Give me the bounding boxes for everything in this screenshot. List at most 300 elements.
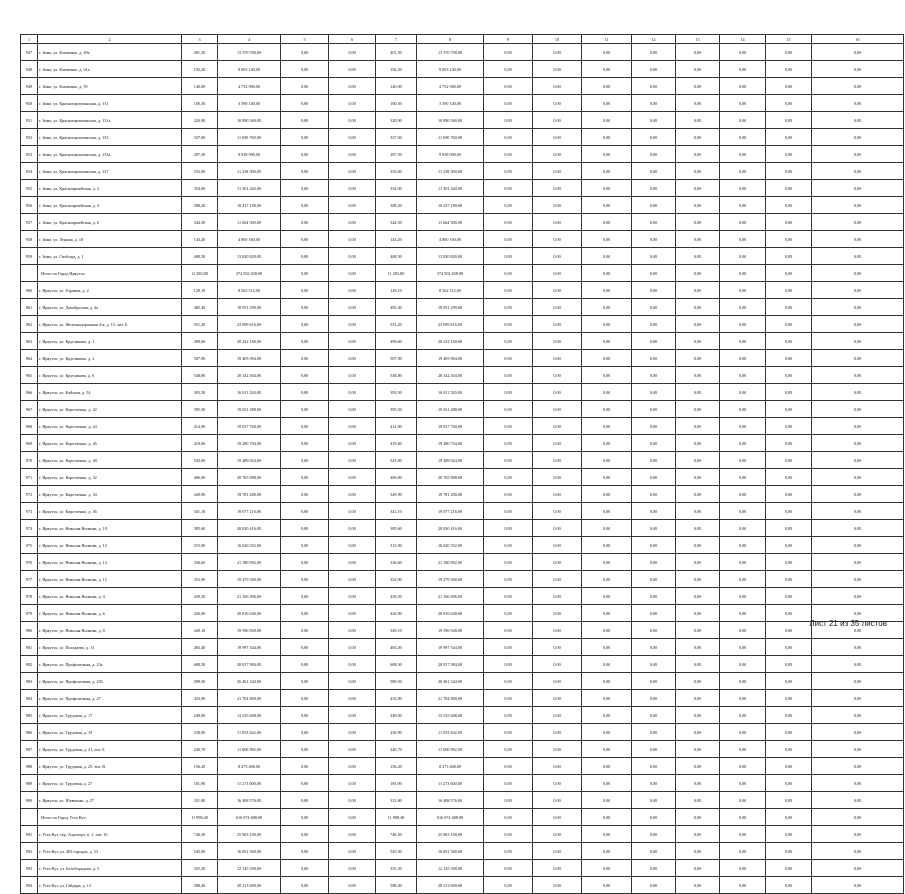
value-cell: 0,00 bbox=[281, 452, 329, 469]
value-cell: 0,00 bbox=[812, 61, 904, 78]
value-cell: 0,00 bbox=[582, 758, 632, 775]
address-cell: г. Иркутск, ул. Погодаева, д. 13 bbox=[38, 639, 182, 656]
value-cell: 11 600 992,00 bbox=[218, 741, 281, 758]
value-cell: 0,00 bbox=[632, 605, 676, 622]
value-cell: 0,00 bbox=[766, 758, 812, 775]
value-cell: 406,90 bbox=[182, 469, 218, 486]
row-number-cell: 973 bbox=[21, 503, 38, 520]
value-cell: 0,00 bbox=[582, 775, 632, 792]
column-header: 8 bbox=[417, 35, 484, 44]
value-cell: 0,00 bbox=[582, 163, 632, 180]
value-cell: 13 370 700,00 bbox=[218, 44, 281, 61]
value-cell: 0,00 bbox=[676, 690, 720, 707]
value-cell: 0,00 bbox=[484, 129, 533, 146]
value-cell: 16 408 576,00 bbox=[218, 792, 281, 809]
value-cell: 28 817 984,00 bbox=[218, 656, 281, 673]
value-cell: 0,00 bbox=[484, 95, 533, 112]
value-cell: 0,00 bbox=[484, 61, 533, 78]
value-cell: 0,00 bbox=[533, 707, 582, 724]
value-cell: 0,00 bbox=[676, 622, 720, 639]
value-cell: 354,00 bbox=[376, 180, 417, 197]
value-cell: 0,00 bbox=[766, 180, 812, 197]
table-row bbox=[21, 146, 904, 163]
value-cell: 341,10 bbox=[376, 503, 417, 520]
value-cell: 0,00 bbox=[676, 758, 720, 775]
value-cell: 0,00 bbox=[812, 316, 904, 333]
value-cell: 0,00 bbox=[281, 775, 329, 792]
value-cell: 0,00 bbox=[484, 146, 533, 163]
value-cell: 0,00 bbox=[281, 282, 329, 299]
value-cell: 0,00 bbox=[484, 214, 533, 231]
value-cell: 287,50 bbox=[182, 146, 218, 163]
value-cell: 16 851 560,00 bbox=[417, 843, 484, 860]
value-cell: 11 053 632,00 bbox=[417, 724, 484, 741]
value-cell: 0,00 bbox=[720, 622, 766, 639]
value-cell: 0,00 bbox=[484, 571, 533, 588]
table-row bbox=[21, 503, 904, 520]
value-cell: 0,00 bbox=[329, 197, 376, 214]
address-cell: г. Зима, ул. Краснопартизанская, д. 131а bbox=[38, 112, 182, 129]
table-row bbox=[21, 775, 904, 792]
value-cell: 0,00 bbox=[281, 401, 329, 418]
value-cell: 19 021 488,00 bbox=[417, 401, 484, 418]
value-cell: 0,00 bbox=[533, 231, 582, 248]
address-cell: г. Зима, ул. Красноармейская, д. 2 bbox=[38, 180, 182, 197]
value-cell: 0,00 bbox=[812, 554, 904, 571]
value-cell: 11 238 300,00 bbox=[218, 163, 281, 180]
value-cell: 0,00 bbox=[720, 860, 766, 877]
value-cell: 0,00 bbox=[533, 843, 582, 860]
value-cell: 0,00 bbox=[812, 503, 904, 520]
value-cell: 0,00 bbox=[812, 180, 904, 197]
value-cell: 0,00 bbox=[582, 180, 632, 197]
value-cell: 0,00 bbox=[281, 418, 329, 435]
value-cell: 20 213 600,00 bbox=[218, 877, 281, 894]
value-cell: 616 074 688,00 bbox=[218, 809, 281, 826]
value-cell: 0,00 bbox=[720, 690, 766, 707]
table-row bbox=[21, 95, 904, 112]
value-cell: 746,50 bbox=[182, 826, 218, 843]
value-cell: 0,00 bbox=[632, 826, 676, 843]
value-cell: 0,00 bbox=[281, 639, 329, 656]
value-cell: 128,10 bbox=[182, 282, 218, 299]
value-cell: 0,00 bbox=[676, 265, 720, 282]
value-cell: 0,00 bbox=[533, 758, 582, 775]
value-cell: 0,00 bbox=[329, 571, 376, 588]
value-cell: 426,90 bbox=[182, 605, 218, 622]
value-cell: 0,00 bbox=[582, 61, 632, 78]
value-cell: 0,00 bbox=[484, 248, 533, 265]
value-cell: 355,30 bbox=[182, 860, 218, 877]
row-number-cell: 991 bbox=[21, 826, 38, 843]
value-cell: 0,00 bbox=[329, 214, 376, 231]
value-cell: 344,50 bbox=[376, 214, 417, 231]
value-cell: 240,70 bbox=[182, 741, 218, 758]
value-cell: 588,40 bbox=[182, 877, 218, 894]
table-row bbox=[21, 299, 904, 316]
value-cell: 0,00 bbox=[329, 673, 376, 690]
value-cell: 0,00 bbox=[676, 469, 720, 486]
value-cell: 0,00 bbox=[676, 673, 720, 690]
value-cell: 433,90 bbox=[182, 690, 218, 707]
value-cell: 16 811 520,00 bbox=[417, 384, 484, 401]
value-cell: 0,00 bbox=[533, 503, 582, 520]
value-cell: 336,60 bbox=[376, 554, 417, 571]
row-number-cell: 978 bbox=[21, 588, 38, 605]
value-cell: 0,00 bbox=[484, 724, 533, 741]
value-cell: 0,00 bbox=[766, 163, 812, 180]
value-cell: 19 077 216,00 bbox=[417, 503, 484, 520]
value-cell: 0,00 bbox=[632, 163, 676, 180]
value-cell: 0,00 bbox=[632, 639, 676, 656]
address-cell: г. Иркутск, ул. Профсоюзная, д. 23б bbox=[38, 673, 182, 690]
value-cell: 0,00 bbox=[766, 792, 812, 809]
address-cell: г. Иркутск, ул. Декабрьская, д. 4а bbox=[38, 299, 182, 316]
value-cell: 0,00 bbox=[281, 333, 329, 350]
row-number-cell: 979 bbox=[21, 605, 38, 622]
value-cell: 0,00 bbox=[720, 214, 766, 231]
address-cell: г. Иркутск, ул. Профсоюзная, д. 23а bbox=[38, 656, 182, 673]
value-cell: 0,00 bbox=[632, 503, 676, 520]
value-cell: 0,00 bbox=[812, 163, 904, 180]
value-cell: 0,00 bbox=[720, 520, 766, 537]
value-cell: 0,00 bbox=[533, 214, 582, 231]
value-cell: 0,00 bbox=[484, 503, 533, 520]
value-cell: 0,00 bbox=[533, 656, 582, 673]
value-cell: 0,00 bbox=[632, 214, 676, 231]
column-header: 10 bbox=[533, 35, 582, 44]
value-cell: 483,40 bbox=[376, 639, 417, 656]
value-cell: 0,00 bbox=[281, 758, 329, 775]
value-cell: 308,20 bbox=[182, 197, 218, 214]
value-cell: 0,00 bbox=[582, 197, 632, 214]
value-cell: 20 142 304,00 bbox=[218, 367, 281, 384]
value-cell: 0,00 bbox=[766, 537, 812, 554]
address-cell: г. Зима, ул. Краснопартизанская, д. 133 bbox=[38, 129, 182, 146]
table-row bbox=[21, 350, 904, 367]
value-cell: 374 502 658,00 bbox=[417, 265, 484, 282]
row-number-cell: 989 bbox=[21, 775, 38, 792]
value-cell: 0,00 bbox=[281, 469, 329, 486]
value-cell: 0,00 bbox=[812, 860, 904, 877]
value-cell: 0,00 bbox=[582, 860, 632, 877]
value-cell: 19 037 760,00 bbox=[417, 418, 484, 435]
value-cell: 0,00 bbox=[533, 265, 582, 282]
value-cell: 4 860 160,00 bbox=[417, 231, 484, 248]
value-cell: 355,30 bbox=[376, 860, 417, 877]
value-cell: 0,00 bbox=[281, 792, 329, 809]
value-cell: 0,00 bbox=[329, 316, 376, 333]
value-cell: 0,00 bbox=[812, 214, 904, 231]
value-cell: 0,00 bbox=[676, 860, 720, 877]
row-number-cell: 993 bbox=[21, 860, 38, 877]
value-cell: 0,00 bbox=[329, 384, 376, 401]
header-row bbox=[21, 35, 904, 44]
value-cell: 0,00 bbox=[533, 95, 582, 112]
value-cell: 10 890 360,00 bbox=[218, 112, 281, 129]
value-cell: 0,00 bbox=[676, 520, 720, 537]
value-cell: 0,00 bbox=[329, 333, 376, 350]
value-cell: 0,00 bbox=[329, 775, 376, 792]
value-cell: 0,00 bbox=[676, 843, 720, 860]
value-cell: 0,00 bbox=[582, 843, 632, 860]
value-cell: 0,00 bbox=[484, 605, 533, 622]
value-cell: 0,00 bbox=[676, 197, 720, 214]
value-cell: 0,00 bbox=[720, 775, 766, 792]
row-number-cell: 985 bbox=[21, 707, 38, 724]
value-cell: 0,00 bbox=[720, 265, 766, 282]
value-cell: 0,00 bbox=[281, 843, 329, 860]
address-cell: Итого по Город Усть-Кут: bbox=[38, 809, 182, 826]
value-cell: 0,00 bbox=[484, 384, 533, 401]
row-number-cell: 948 bbox=[21, 61, 38, 78]
value-cell: 0,00 bbox=[720, 758, 766, 775]
value-cell: 19 280 704,00 bbox=[218, 435, 281, 452]
value-cell: 0,00 bbox=[812, 333, 904, 350]
address-cell: г. Иркутск, ул. Трудовая, д. 25, лит. В bbox=[38, 758, 182, 775]
value-cell: 545,00 bbox=[182, 843, 218, 860]
value-cell: 588,40 bbox=[376, 877, 417, 894]
value-cell: 0,00 bbox=[720, 248, 766, 265]
value-cell: 0,00 bbox=[533, 78, 582, 95]
value-cell: 249,00 bbox=[376, 707, 417, 724]
value-cell: 0,00 bbox=[812, 418, 904, 435]
value-cell: 0,00 bbox=[676, 503, 720, 520]
value-cell: 0,00 bbox=[329, 469, 376, 486]
value-cell: 0,00 bbox=[329, 452, 376, 469]
value-cell: 0,00 bbox=[720, 452, 766, 469]
value-cell: 0,00 bbox=[720, 503, 766, 520]
value-cell: 0,00 bbox=[582, 112, 632, 129]
value-cell: 0,00 bbox=[676, 214, 720, 231]
value-cell: 0,00 bbox=[766, 690, 812, 707]
value-cell: 3 590 140,00 bbox=[218, 95, 281, 112]
value-cell: 0,00 bbox=[533, 367, 582, 384]
table-row bbox=[21, 486, 904, 503]
value-cell: 20 020 416,00 bbox=[417, 520, 484, 537]
row-number-cell: 992 bbox=[21, 843, 38, 860]
row-number-cell: 977 bbox=[21, 571, 38, 588]
row-number-cell: 976 bbox=[21, 554, 38, 571]
value-cell: 0,00 bbox=[582, 418, 632, 435]
value-cell: 0,00 bbox=[329, 163, 376, 180]
value-cell: 0,00 bbox=[484, 639, 533, 656]
value-cell: 0,00 bbox=[676, 486, 720, 503]
row-number-cell: 956 bbox=[21, 197, 38, 214]
value-cell: 11 690 760,00 bbox=[417, 129, 484, 146]
value-cell: 0,00 bbox=[766, 112, 812, 129]
table-row bbox=[21, 231, 904, 248]
row-number-cell: 953 bbox=[21, 146, 38, 163]
value-cell: 0,00 bbox=[720, 554, 766, 571]
value-cell: 0,00 bbox=[766, 843, 812, 860]
value-cell: 0,00 bbox=[281, 316, 329, 333]
value-cell: 0,00 bbox=[676, 724, 720, 741]
value-cell: 0,00 bbox=[720, 282, 766, 299]
row-number-cell: 988 bbox=[21, 758, 38, 775]
value-cell: 0,00 bbox=[632, 333, 676, 350]
value-cell: 0,00 bbox=[329, 350, 376, 367]
row-number-cell: 960 bbox=[21, 282, 38, 299]
value-cell: 0,00 bbox=[533, 860, 582, 877]
value-cell: 11 273 600,00 bbox=[417, 775, 484, 792]
value-cell: 18 951 299,00 bbox=[218, 299, 281, 316]
value-cell: 0,00 bbox=[582, 690, 632, 707]
value-cell: 140,00 bbox=[182, 78, 218, 95]
value-cell: 0,00 bbox=[533, 316, 582, 333]
value-cell: 0,00 bbox=[281, 656, 329, 673]
table-row bbox=[21, 401, 904, 418]
value-cell: 0,00 bbox=[582, 826, 632, 843]
value-cell: 0,00 bbox=[329, 741, 376, 758]
value-cell: 0,00 bbox=[720, 299, 766, 316]
value-cell: 551,20 bbox=[376, 316, 417, 333]
value-cell: 315,90 bbox=[182, 537, 218, 554]
table-row bbox=[21, 571, 904, 588]
value-cell: 499,60 bbox=[376, 333, 417, 350]
value-cell: 16 620 352,00 bbox=[218, 537, 281, 554]
value-cell: 11 600 992,00 bbox=[417, 741, 484, 758]
column-header: 14 bbox=[720, 35, 766, 44]
column-header: 13 bbox=[676, 35, 720, 44]
value-cell: 4 752 900,00 bbox=[417, 78, 484, 95]
value-cell: 13 370 700,00 bbox=[417, 44, 484, 61]
value-cell: 0,00 bbox=[812, 707, 904, 724]
value-cell: 0,00 bbox=[329, 690, 376, 707]
value-cell: 0,00 bbox=[812, 78, 904, 95]
value-cell: 0,00 bbox=[632, 350, 676, 367]
value-cell: 0,00 bbox=[329, 44, 376, 61]
value-cell: 0,00 bbox=[582, 367, 632, 384]
value-cell: 0,00 bbox=[766, 146, 812, 163]
value-cell: 0,00 bbox=[533, 639, 582, 656]
table-row bbox=[21, 588, 904, 605]
subtotal-row bbox=[21, 809, 904, 826]
value-cell: 0,00 bbox=[329, 792, 376, 809]
value-cell: 0,00 bbox=[484, 265, 533, 282]
value-cell: 0,00 bbox=[720, 197, 766, 214]
column-header: 1 bbox=[21, 35, 38, 44]
value-cell: 0,00 bbox=[676, 231, 720, 248]
value-cell: 0,00 bbox=[766, 520, 812, 537]
value-cell: 0,00 bbox=[812, 248, 904, 265]
address-cell: г. Иркутск, ул. Трудовая, д. 27 bbox=[38, 775, 182, 792]
address-cell: г. Зима, ул. Ленина, д. 18 bbox=[38, 231, 182, 248]
value-cell: 0,00 bbox=[812, 622, 904, 639]
table-sheet bbox=[20, 34, 862, 894]
value-cell: 0,00 bbox=[632, 129, 676, 146]
row-number-cell: 990 bbox=[21, 792, 38, 809]
value-cell: 0,00 bbox=[484, 333, 533, 350]
value-cell: 0,00 bbox=[812, 877, 904, 894]
value-cell: 0,00 bbox=[766, 469, 812, 486]
column-header: 16 bbox=[812, 35, 904, 44]
value-cell: 11 273 600,00 bbox=[218, 775, 281, 792]
value-cell: 0,00 bbox=[766, 95, 812, 112]
value-cell: 0,00 bbox=[766, 333, 812, 350]
value-cell: 0,00 bbox=[281, 486, 329, 503]
table-row bbox=[21, 384, 904, 401]
value-cell: 374 502 658,00 bbox=[218, 265, 281, 282]
table-row bbox=[21, 690, 904, 707]
value-cell: 0,00 bbox=[812, 537, 904, 554]
value-cell: 331,80 bbox=[376, 792, 417, 809]
address-cell: г. Усть-Кут, ул. Гайдара, д. 12 bbox=[38, 877, 182, 894]
value-cell: 0,00 bbox=[676, 877, 720, 894]
value-cell: 0,00 bbox=[533, 129, 582, 146]
value-cell: 0,00 bbox=[484, 690, 533, 707]
value-cell: 0,00 bbox=[632, 792, 676, 809]
value-cell: 0,00 bbox=[484, 197, 533, 214]
value-cell: 0,00 bbox=[329, 418, 376, 435]
value-cell: 0,00 bbox=[281, 197, 329, 214]
value-cell: 0,00 bbox=[812, 724, 904, 741]
value-cell: 0,00 bbox=[582, 265, 632, 282]
column-header: 15 bbox=[766, 35, 812, 44]
value-cell: 10 890 360,00 bbox=[417, 112, 484, 129]
value-cell: 0,00 bbox=[329, 401, 376, 418]
value-cell: 0,00 bbox=[766, 503, 812, 520]
value-cell: 0,00 bbox=[720, 877, 766, 894]
value-cell: 0,00 bbox=[676, 282, 720, 299]
value-cell: 21 166 496,00 bbox=[417, 588, 484, 605]
value-cell: 0,00 bbox=[533, 605, 582, 622]
table-row bbox=[21, 605, 904, 622]
value-cell: 0,00 bbox=[281, 707, 329, 724]
row-number-cell: 957 bbox=[21, 214, 38, 231]
value-cell: 0,00 bbox=[766, 435, 812, 452]
value-cell: 0,00 bbox=[329, 129, 376, 146]
value-cell: 419,60 bbox=[182, 435, 218, 452]
value-cell: 0,00 bbox=[533, 520, 582, 537]
address-cell: г. Зима, ул. Краснопартизанская, д. 131 bbox=[38, 95, 182, 112]
value-cell: 0,00 bbox=[766, 401, 812, 418]
value-cell: 0,00 bbox=[632, 775, 676, 792]
value-cell: 0,00 bbox=[329, 724, 376, 741]
value-cell: 0,00 bbox=[533, 571, 582, 588]
row-number-cell: 986 bbox=[21, 724, 38, 741]
value-cell: 406,90 bbox=[376, 469, 417, 486]
value-cell: 499,60 bbox=[182, 333, 218, 350]
value-cell: 0,00 bbox=[582, 78, 632, 95]
value-cell: 0,00 bbox=[676, 299, 720, 316]
value-cell: 0,00 bbox=[484, 809, 533, 826]
value-cell: 616 074 688,00 bbox=[417, 809, 484, 826]
value-cell: 0,00 bbox=[720, 571, 766, 588]
table-row bbox=[21, 860, 904, 877]
value-cell: 0,00 bbox=[281, 435, 329, 452]
value-cell: 0,00 bbox=[582, 673, 632, 690]
value-cell: 0,00 bbox=[812, 639, 904, 656]
table-row bbox=[21, 707, 904, 724]
address-cell: г. Иркутск, ул. Коротченко, д. 36 bbox=[38, 503, 182, 520]
value-cell: 439,50 bbox=[376, 588, 417, 605]
value-cell: 0,00 bbox=[582, 622, 632, 639]
value-cell: 401,50 bbox=[376, 44, 417, 61]
row-number-cell: 971 bbox=[21, 469, 38, 486]
address-cell: г. Зима, ул. Краснопартизанская, д. 137 bbox=[38, 163, 182, 180]
value-cell: 19 479 360,00 bbox=[417, 571, 484, 588]
table-row bbox=[21, 180, 904, 197]
value-cell: 0,00 bbox=[676, 316, 720, 333]
value-cell: 0,00 bbox=[766, 809, 812, 826]
value-cell: 0,00 bbox=[582, 792, 632, 809]
value-cell: 0,00 bbox=[632, 656, 676, 673]
value-cell: 0,00 bbox=[533, 792, 582, 809]
value-cell: 0,00 bbox=[676, 44, 720, 61]
value-cell: 0,00 bbox=[533, 180, 582, 197]
value-cell: 10 437 180,00 bbox=[218, 197, 281, 214]
